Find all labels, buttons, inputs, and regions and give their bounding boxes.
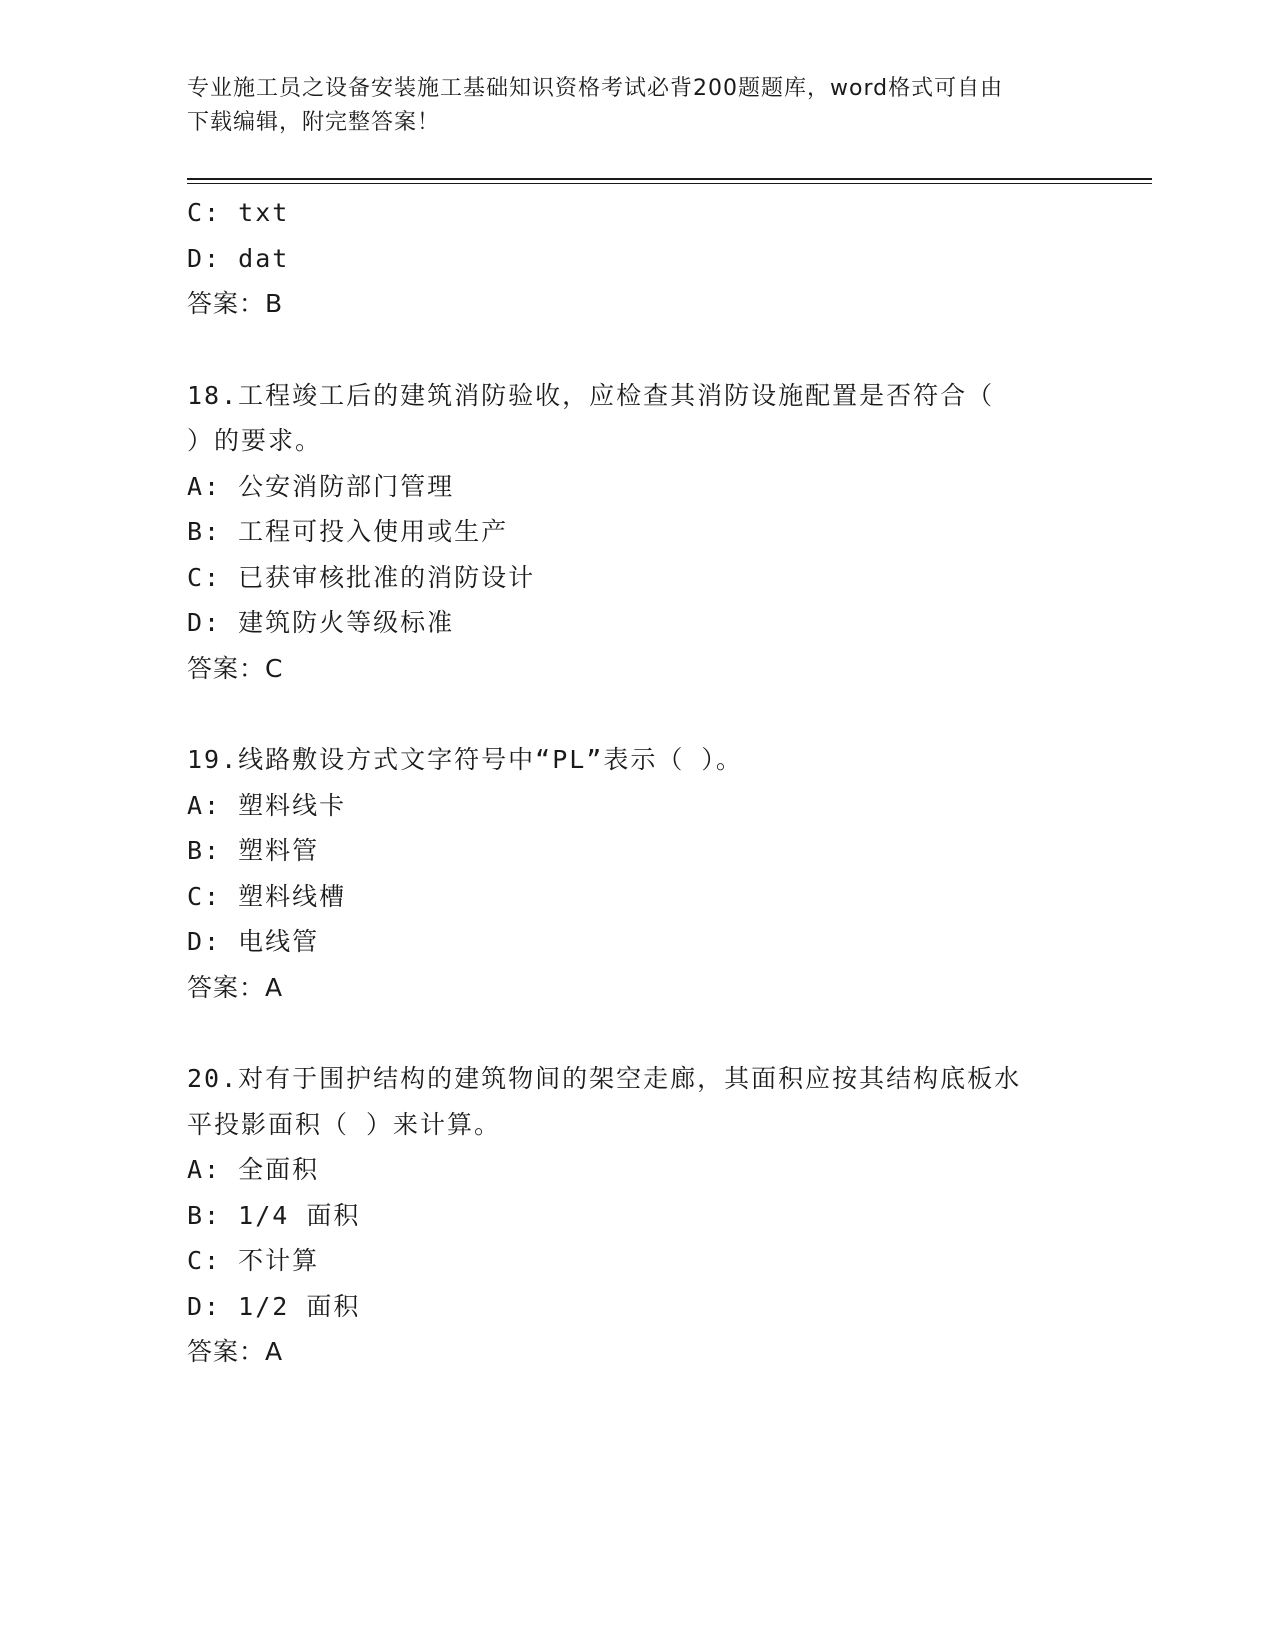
option-d: D: 电线管 [187,927,320,956]
question-text-line-2: ）的要求。 [187,426,323,455]
spacer [187,691,1087,737]
question-17-tail [187,190,1087,327]
spacer [187,1010,1087,1056]
header-divider-thick [187,178,1152,180]
question-20 [187,1056,1087,1375]
answer-line: 答案：A [187,972,284,1002]
spacer [187,327,1087,373]
option-c: C: txt [187,198,290,227]
option-a: A: 塑料线卡 [187,790,347,820]
header-title-line-2: 下载编辑，附完整答案！ [187,110,441,135]
question-text-line-1: 19.线路敷设方式文字符号中“PL”表示（ ）。 [187,745,743,774]
question-text-line-1: 18.工程竣工后的建筑消防验收，应检查其消防设施配置是否符合（ [187,380,995,410]
question-18 [187,373,1087,692]
question-19 [187,737,1087,1010]
option-b: B: 工程可投入使用或生产 [187,517,509,546]
answer-line: 答案：C [187,653,284,683]
answer-line: 答案：A [187,1337,284,1366]
option-c: C: 塑料线槽 [187,881,347,911]
question-text-line-2: 平投影面积（ ）来计算。 [187,1109,502,1139]
question-text-line-1: 20.对有于围护结构的建筑物间的架空走廊，其面积应按其结构底板水 [187,1064,1022,1093]
option-d: D: dat [187,243,290,273]
option-a: A: 全面积 [187,1155,320,1184]
header-divider-thin [187,183,1152,184]
option-d: D: 建筑防火等级标准 [187,608,455,637]
option-a: A: 公安消防部门管理 [187,471,455,501]
option-d: D: 1/2 面积 [187,1291,361,1321]
document-header [187,72,1067,140]
option-b: B: 1/4 面积 [187,1200,361,1230]
header-title-line-1: 专业施工员之设备安装施工基础知识资格考试必背200题题库，word格式可自由 [187,76,1004,101]
option-b: B: 塑料管 [187,836,320,865]
answer-line: 答案：B [187,289,284,318]
option-c: C: 不计算 [187,1246,320,1275]
option-c: C: 已获审核批准的消防设计 [187,562,536,592]
question-list [187,190,1087,1375]
